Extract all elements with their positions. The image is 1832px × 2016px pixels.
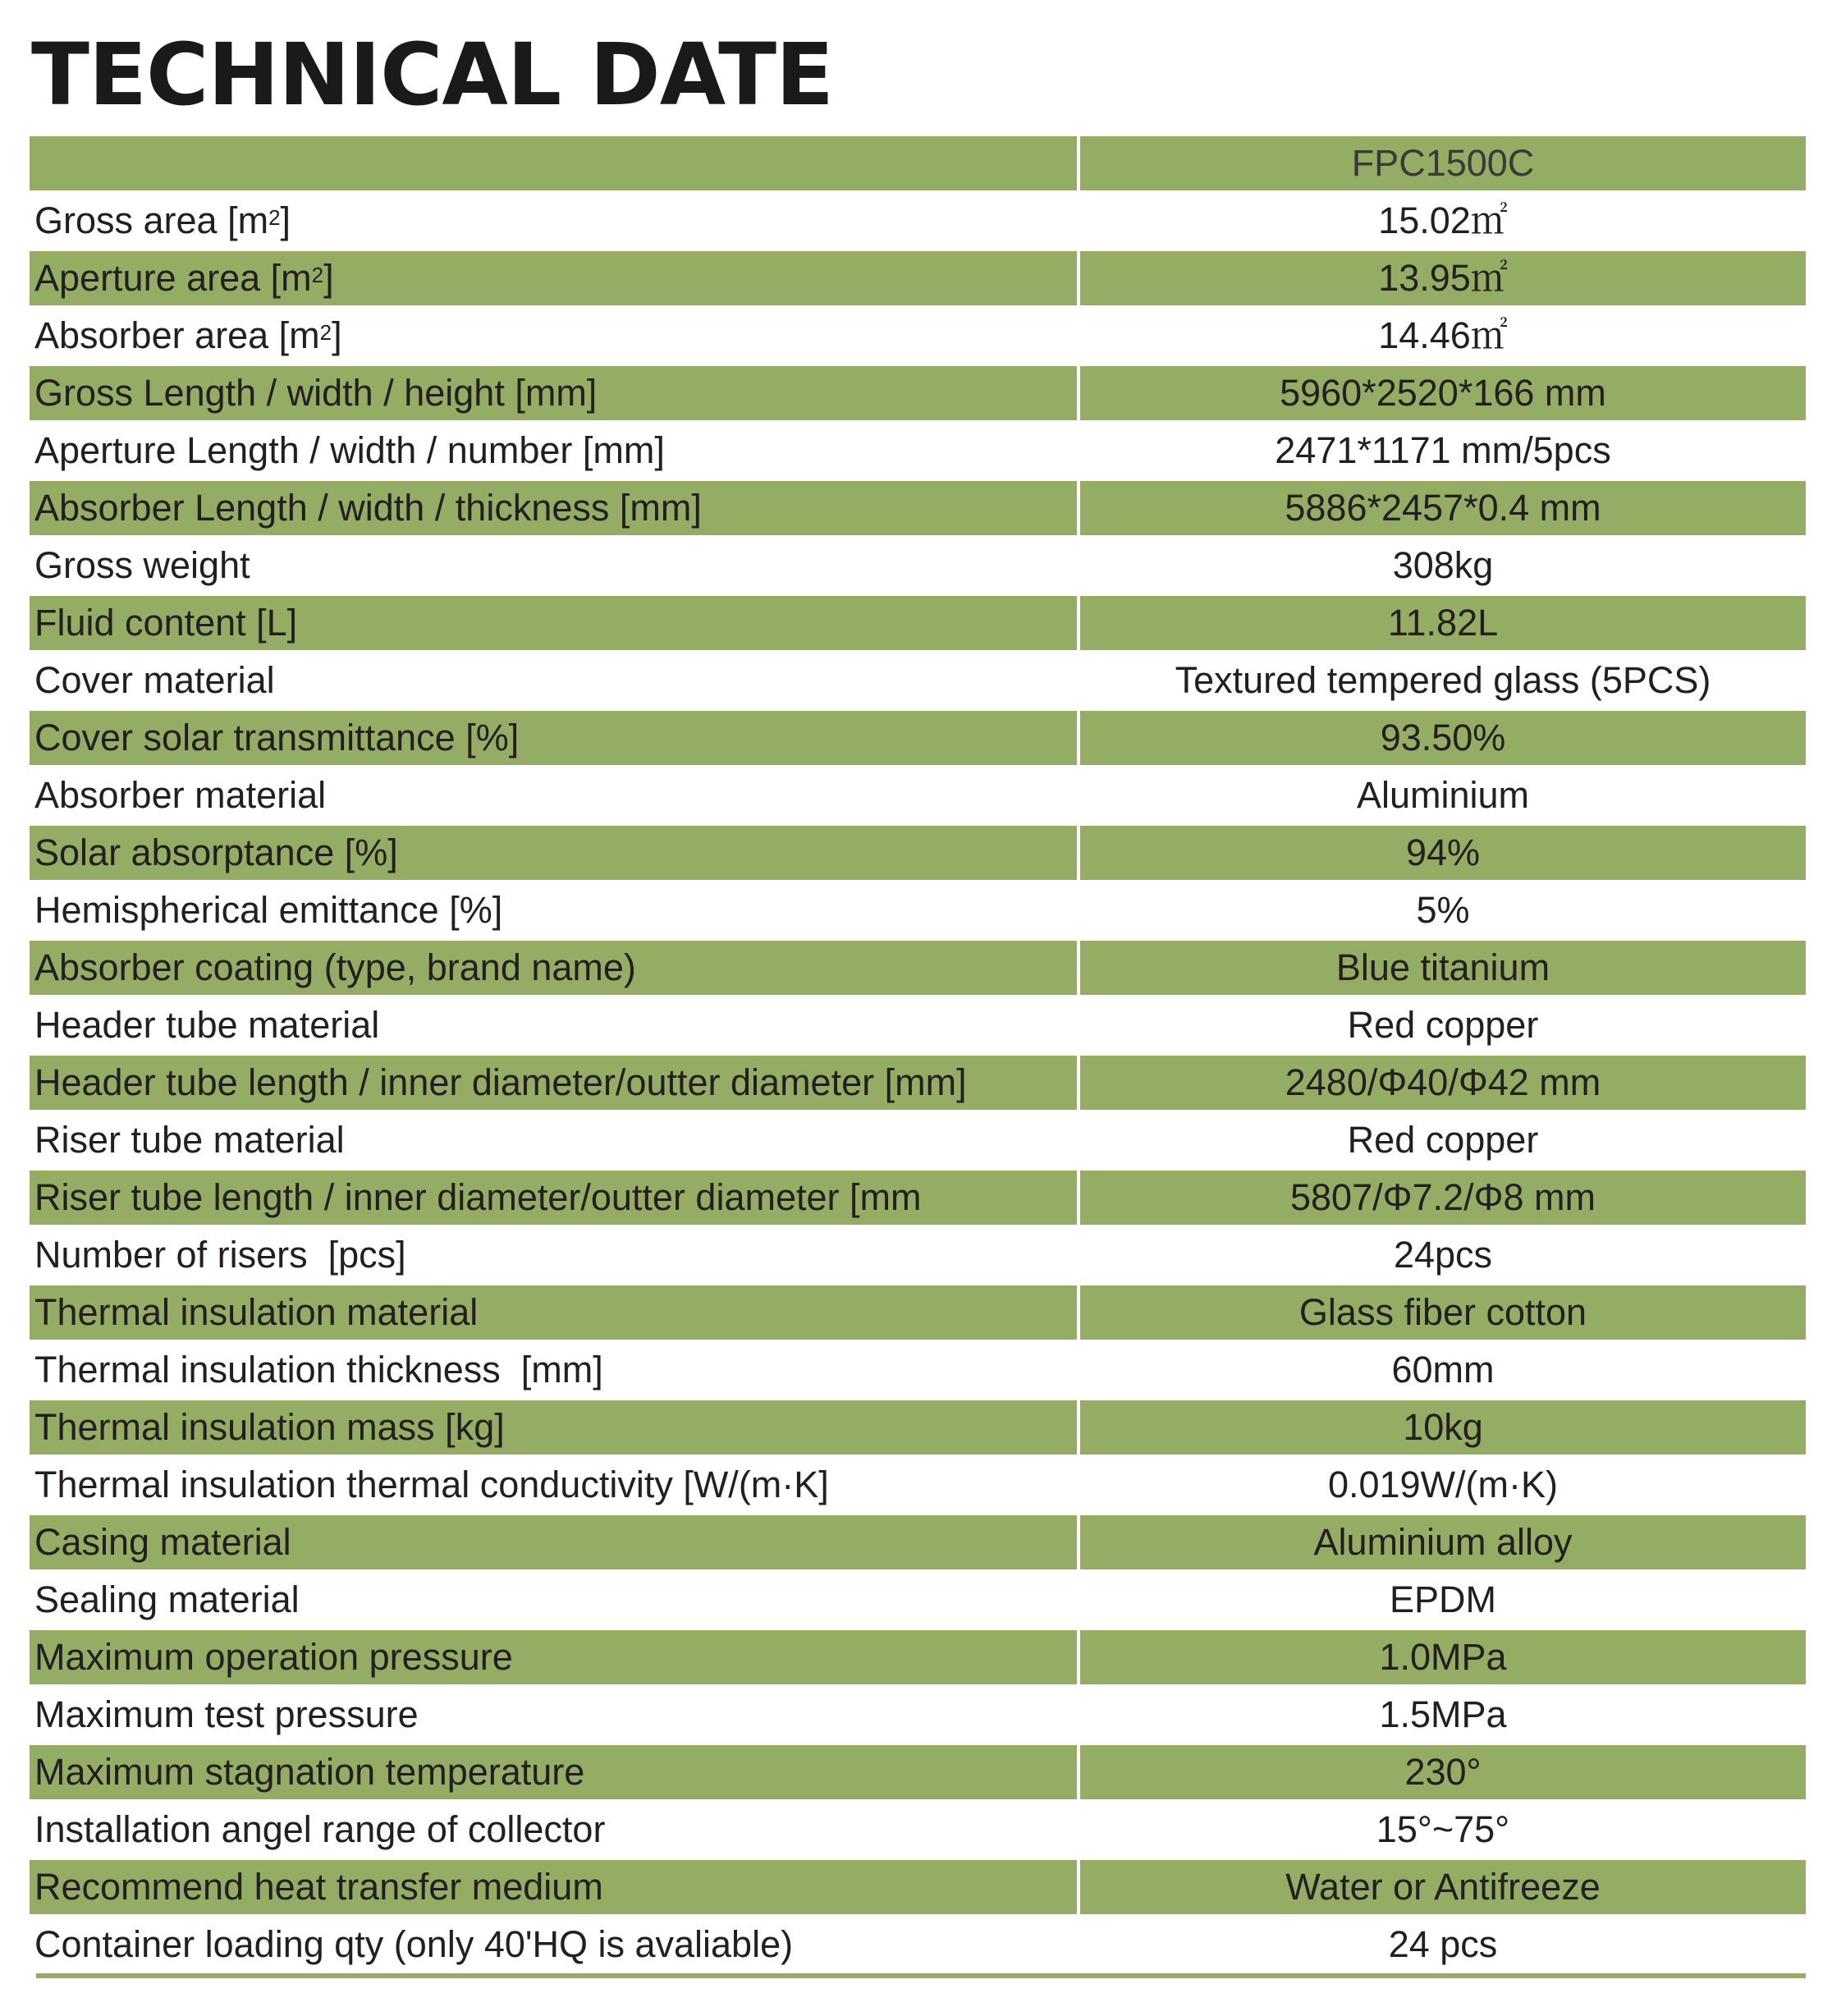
row-value: 10kg — [1080, 1400, 1806, 1455]
row-label: Absorber area [m $^2$ ] — [34, 314, 342, 356]
spec-table — [30, 136, 1806, 1975]
table-row — [30, 768, 1806, 826]
row-value: 2480/Φ40/Φ42 mm — [1080, 1056, 1806, 1110]
row-value: Glass fiber cotton — [1080, 1285, 1806, 1340]
row-value: 308kg — [1392, 544, 1494, 586]
row-value: Aluminium alloy — [1080, 1515, 1806, 1569]
table-row — [30, 1458, 1806, 1515]
row-value: Aluminium — [1356, 774, 1530, 816]
table-row — [30, 1228, 1806, 1285]
row-value: 14.46㎡ — [1378, 314, 1508, 356]
row-value: 1.0MPa — [1080, 1630, 1806, 1684]
row-value: 230° — [1080, 1745, 1806, 1799]
row-label: Absorber material — [34, 774, 327, 816]
table-row — [30, 1860, 1806, 1917]
table-row — [30, 653, 1806, 711]
row-value: Blue titanium — [1080, 941, 1806, 995]
table-row — [30, 1056, 1806, 1113]
table-row — [30, 941, 1806, 998]
header-label-cell — [30, 136, 1077, 190]
row-label: Installation angel range of collector — [34, 1808, 606, 1850]
row-value: 94% — [1080, 826, 1806, 880]
row-value: 24pcs — [1393, 1234, 1493, 1276]
table-row — [30, 1917, 1806, 1975]
row-label: Gross Length / width / height [mm] — [30, 366, 1077, 420]
row-label: Recommend heat transfer medium — [30, 1860, 1077, 1914]
row-label: Riser tube material — [34, 1119, 345, 1161]
table-row — [30, 1400, 1806, 1458]
row-value: 93.50% — [1080, 711, 1806, 765]
row-label: Container loading qty (only 40'HQ is avaliable) — [34, 1923, 794, 1965]
row-label: Riser tube length / inner diameter/outter diameter [mm — [30, 1171, 1077, 1225]
row-label: Thermal insulation mass [kg] — [30, 1400, 1077, 1455]
row-label: Fluid content [L] — [30, 596, 1077, 650]
row-value: 11.82L — [1080, 596, 1806, 650]
row-label: Aperture area [m $^2$ ] — [30, 251, 1077, 305]
row-label: Absorber coating (type, brand name) — [30, 941, 1077, 995]
row-label: Solar absorptance [%] — [30, 826, 1077, 880]
table-row — [30, 366, 1806, 424]
row-value: 15°~75° — [1376, 1808, 1510, 1850]
table-row — [30, 194, 1806, 251]
table-row — [30, 596, 1806, 653]
row-label: Thermal insulation thickness [mm] — [34, 1349, 603, 1391]
row-value: Red copper — [1347, 1004, 1539, 1046]
table-row — [30, 1803, 1806, 1860]
row-value: EPDM — [1389, 1578, 1496, 1620]
row-value: Water or Antifreeze — [1080, 1860, 1806, 1914]
row-label: Gross area [m $^2$ ] — [34, 199, 291, 241]
table-row — [30, 711, 1806, 768]
row-value: 60mm — [1391, 1349, 1495, 1391]
row-label: Number of risers [pcs] — [34, 1234, 406, 1276]
row-label: Header tube material — [34, 1004, 380, 1046]
table-row — [30, 1285, 1806, 1343]
row-label: Aperture Length / width / number [mm] — [34, 429, 665, 471]
table-row — [30, 1515, 1806, 1573]
row-label: Casing material — [30, 1515, 1077, 1569]
row-label: Thermal insulation material — [30, 1285, 1077, 1340]
table-row — [30, 1688, 1806, 1745]
row-label: Cover material — [34, 659, 275, 701]
table-row — [30, 481, 1806, 538]
row-value: Red copper — [1347, 1119, 1539, 1161]
row-value: 5807/Φ7.2/Φ8 mm — [1080, 1171, 1806, 1225]
row-value: 24 pcs — [1388, 1923, 1498, 1965]
table-row — [30, 1343, 1806, 1400]
row-label: Maximum operation pressure — [30, 1630, 1077, 1684]
row-label: Sealing material — [34, 1578, 300, 1620]
row-label: Maximum test pressure — [34, 1693, 419, 1735]
header-model-cell: FPC1500C — [1080, 136, 1806, 190]
row-label: Hemispherical emittance [%] — [34, 889, 503, 931]
table-bottom-rule — [36, 1973, 1806, 1978]
table-row — [30, 251, 1806, 309]
row-label: Maximum stagnation temperature — [30, 1745, 1077, 1799]
row-value: 5% — [1416, 889, 1470, 931]
table-row — [30, 1745, 1806, 1803]
page-title: TECHNICAL DATE — [31, 25, 834, 125]
row-label: Cover solar transmittance [%] — [30, 711, 1077, 765]
row-label: Gross weight — [34, 544, 250, 586]
table-row — [30, 424, 1806, 481]
row-value: 2471*1171 mm/5pcs — [1275, 429, 1611, 471]
row-value: Textured tempered glass (5PCS) — [1175, 659, 1711, 701]
row-label: Thermal insulation thermal conductivity [W/(m·K] — [34, 1464, 829, 1505]
row-value: 0.019W/(m·K) — [1327, 1464, 1559, 1505]
row-value: 5886*2457*0.4 mm — [1080, 481, 1806, 535]
table-row — [30, 538, 1806, 596]
table-row — [30, 1573, 1806, 1630]
table-row — [30, 883, 1806, 941]
table-row — [30, 1630, 1806, 1688]
table-row — [30, 998, 1806, 1056]
row-value: 15.02㎡ — [1378, 199, 1508, 241]
table-header-row — [30, 136, 1806, 194]
row-label: Absorber Length / width / thickness [mm] — [30, 481, 1077, 535]
row-label: Header tube length / inner diameter/outter diameter [mm] — [30, 1056, 1077, 1110]
table-row — [30, 1113, 1806, 1171]
row-value: 13.95㎡ — [1080, 251, 1806, 305]
row-value: 5960*2520*166 mm — [1080, 366, 1806, 420]
row-value: 1.5MPa — [1379, 1693, 1507, 1735]
table-row — [30, 309, 1806, 366]
table-row — [30, 1171, 1806, 1228]
table-row — [30, 826, 1806, 883]
